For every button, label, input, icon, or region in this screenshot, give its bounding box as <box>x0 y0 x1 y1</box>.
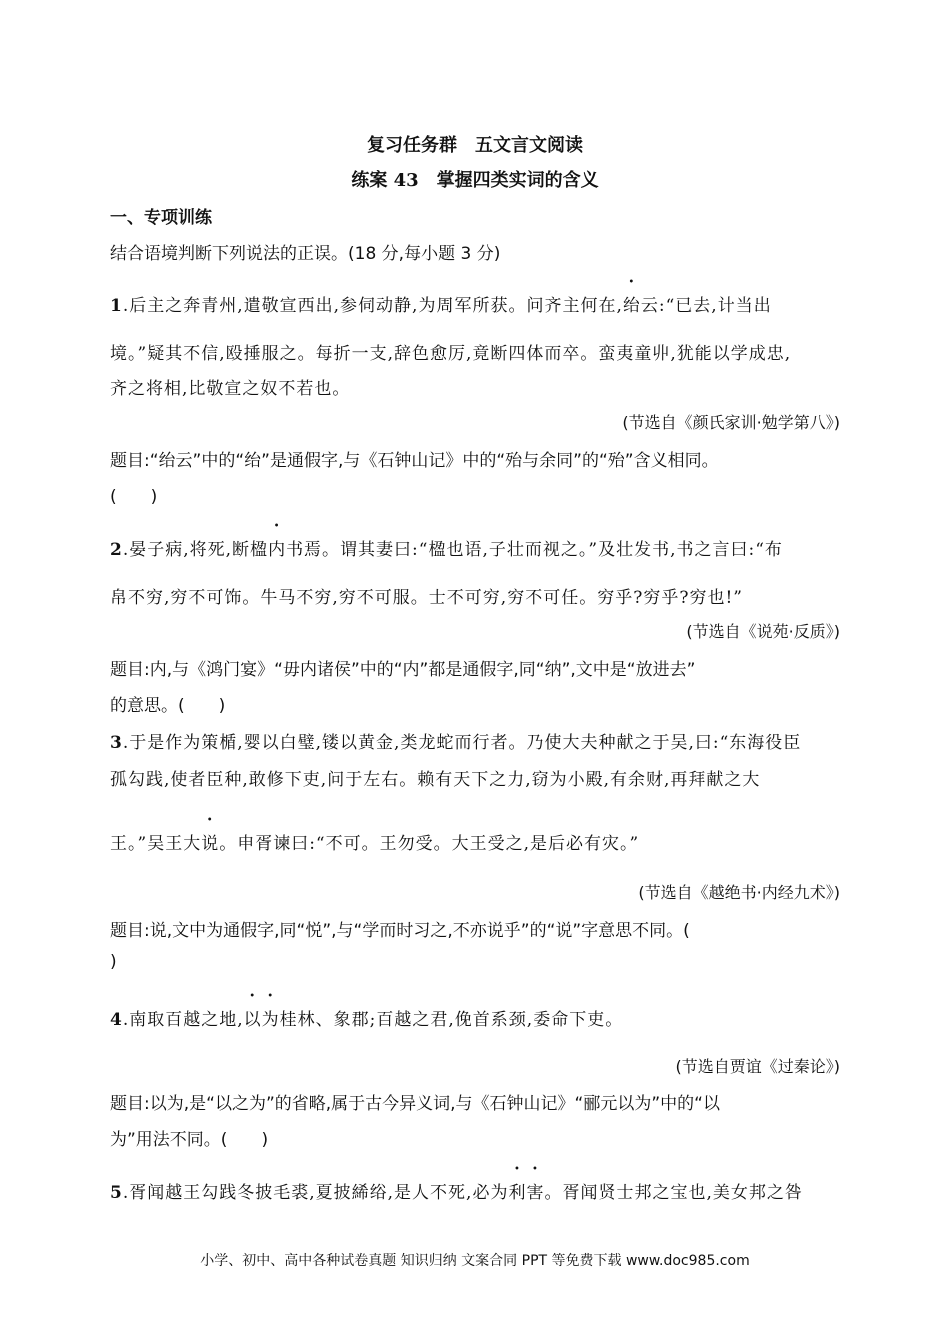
q1-passage-line <box>110 291 772 316</box>
q4-number: 4 <box>110 1010 123 1030</box>
q2-source: (节选自《说苑·反质》) <box>686 622 840 641</box>
q1-dotted-char: 绐 <box>622 296 641 316</box>
q3-text: .于是作为策楯,婴以白璧,镂以黄金,类龙蛇而行者。乃使大夫种献之于吴,曰:“东海役臣 <box>122 733 802 753</box>
q5-dotted-char: 利 <box>508 1183 527 1203</box>
q3-passage-line <box>110 829 639 854</box>
q5-number: 5 <box>110 1183 123 1203</box>
q3-text-a: 王。”吴王大 <box>110 834 202 854</box>
q3-source: (节选自《越绝书·内经九术》) <box>638 883 840 902</box>
q2-passage-line <box>110 535 783 560</box>
q5-dotted-char: 害 <box>526 1183 545 1203</box>
section-heading: 一、专项训练 <box>110 208 212 228</box>
q5-passage-line <box>110 1178 803 1203</box>
q3-number: 3 <box>110 733 123 753</box>
q4-dotted-char: 以 <box>243 1010 262 1030</box>
q2-passage-line: 帛不穷,穷不可饰。牛马不穷,穷不可服。士不可穷,穷不可任。穷乎?穷乎?穷也!” <box>110 588 743 608</box>
q3-text-b: 。申胥谏曰:“不可。王勿受。大王受之,是后必有灾。” <box>219 834 640 854</box>
q4-question: 题目:以为,是“以之为”的省略,属于古今异义词,与《石钟山记》“郦元以为”中的“以 <box>110 1094 720 1114</box>
q1-text-a: .后主之奔青州,遣敬宣西出,参伺动静,为周军所获。问齐主何在, <box>122 296 623 316</box>
q1-answer-blank: ( ) <box>110 487 158 507</box>
q4-text-a: .南取百越之地, <box>122 1010 244 1030</box>
q3-dotted-char: 说 <box>201 834 220 854</box>
page-footer: 小学、初中、高中各种试卷真题 知识归纳 文案合同 PPT 等免费下载 www.doc985.com <box>200 1253 750 1269</box>
q1-number: 1 <box>110 296 123 316</box>
q2-text-b: 书焉。谓其妻曰:“楹也语,子壮而视之。”及壮发书,书之言曰:“布 <box>286 540 783 560</box>
instruction-text: 结合语境判断下列说法的正误。(18 分,每小题 3 分) <box>110 244 501 264</box>
q2-text-a: .晏子病,将死,断楹 <box>122 540 269 560</box>
page-subtitle: 练案 43 掌握四类实词的含义 <box>351 170 599 191</box>
q2-dotted-char: 内 <box>268 540 287 560</box>
q3-answer-blank: ) <box>110 952 117 972</box>
q4-answer-blank: 为”用法不同。( ) <box>110 1130 269 1150</box>
q2-number: 2 <box>110 540 123 560</box>
q1-text-b: 云:“已去,计当出 <box>640 296 772 316</box>
q4-text-b: 桂林、象郡;百越之君,俛首系颈,委命下吏。 <box>279 1010 624 1030</box>
q4-passage-line <box>110 1005 623 1030</box>
q4-dotted-char: 为 <box>261 1010 280 1030</box>
page-title: 复习任务群 五文言文阅读 <box>367 135 583 156</box>
q3-passage-line: 孤勾践,使者臣种,敢修下吏,问于左右。赖有天下之力,窃为小殿,有余财,再拜献之大 <box>110 770 761 790</box>
q1-source: (节选自《颜氏家训·勉学第八》) <box>622 413 840 432</box>
q2-question: 题目:内,与《鸿门宴》“毋内诸侯”中的“内”都是通假字,同“纳”,文中是“放进去” <box>110 660 696 680</box>
q4-source: (节选自贾谊《过秦论》) <box>675 1057 840 1076</box>
q5-text-a: .胥闻越王勾践冬披毛裘,夏披絺绤,是人不死,必为 <box>122 1183 509 1203</box>
q3-passage-line <box>110 728 801 753</box>
q3-question: 题目:说,文中为通假字,同“悦”,与“学而时习之,不亦说乎”的“说”字意思不同。( <box>110 921 690 941</box>
q1-passage-line: 齐之将相,比敬宣之奴不若也。 <box>110 379 351 399</box>
q5-text-b: 。胥闻贤士邦之宝也,美女邦之咎 <box>544 1183 803 1203</box>
q1-passage-line: 境。”疑其不信,殴捶服之。每折一支,辞色愈厉,竟断四体而卒。蛮夷童丱,犹能以学成忠, <box>110 344 792 364</box>
q1-question: 题目:“绐云”中的“绐”是通假字,与《石钟山记》中的“殆与余同”的“殆”含义相同。 <box>110 451 719 471</box>
q2-answer-blank: 的意思。( ) <box>110 696 226 716</box>
